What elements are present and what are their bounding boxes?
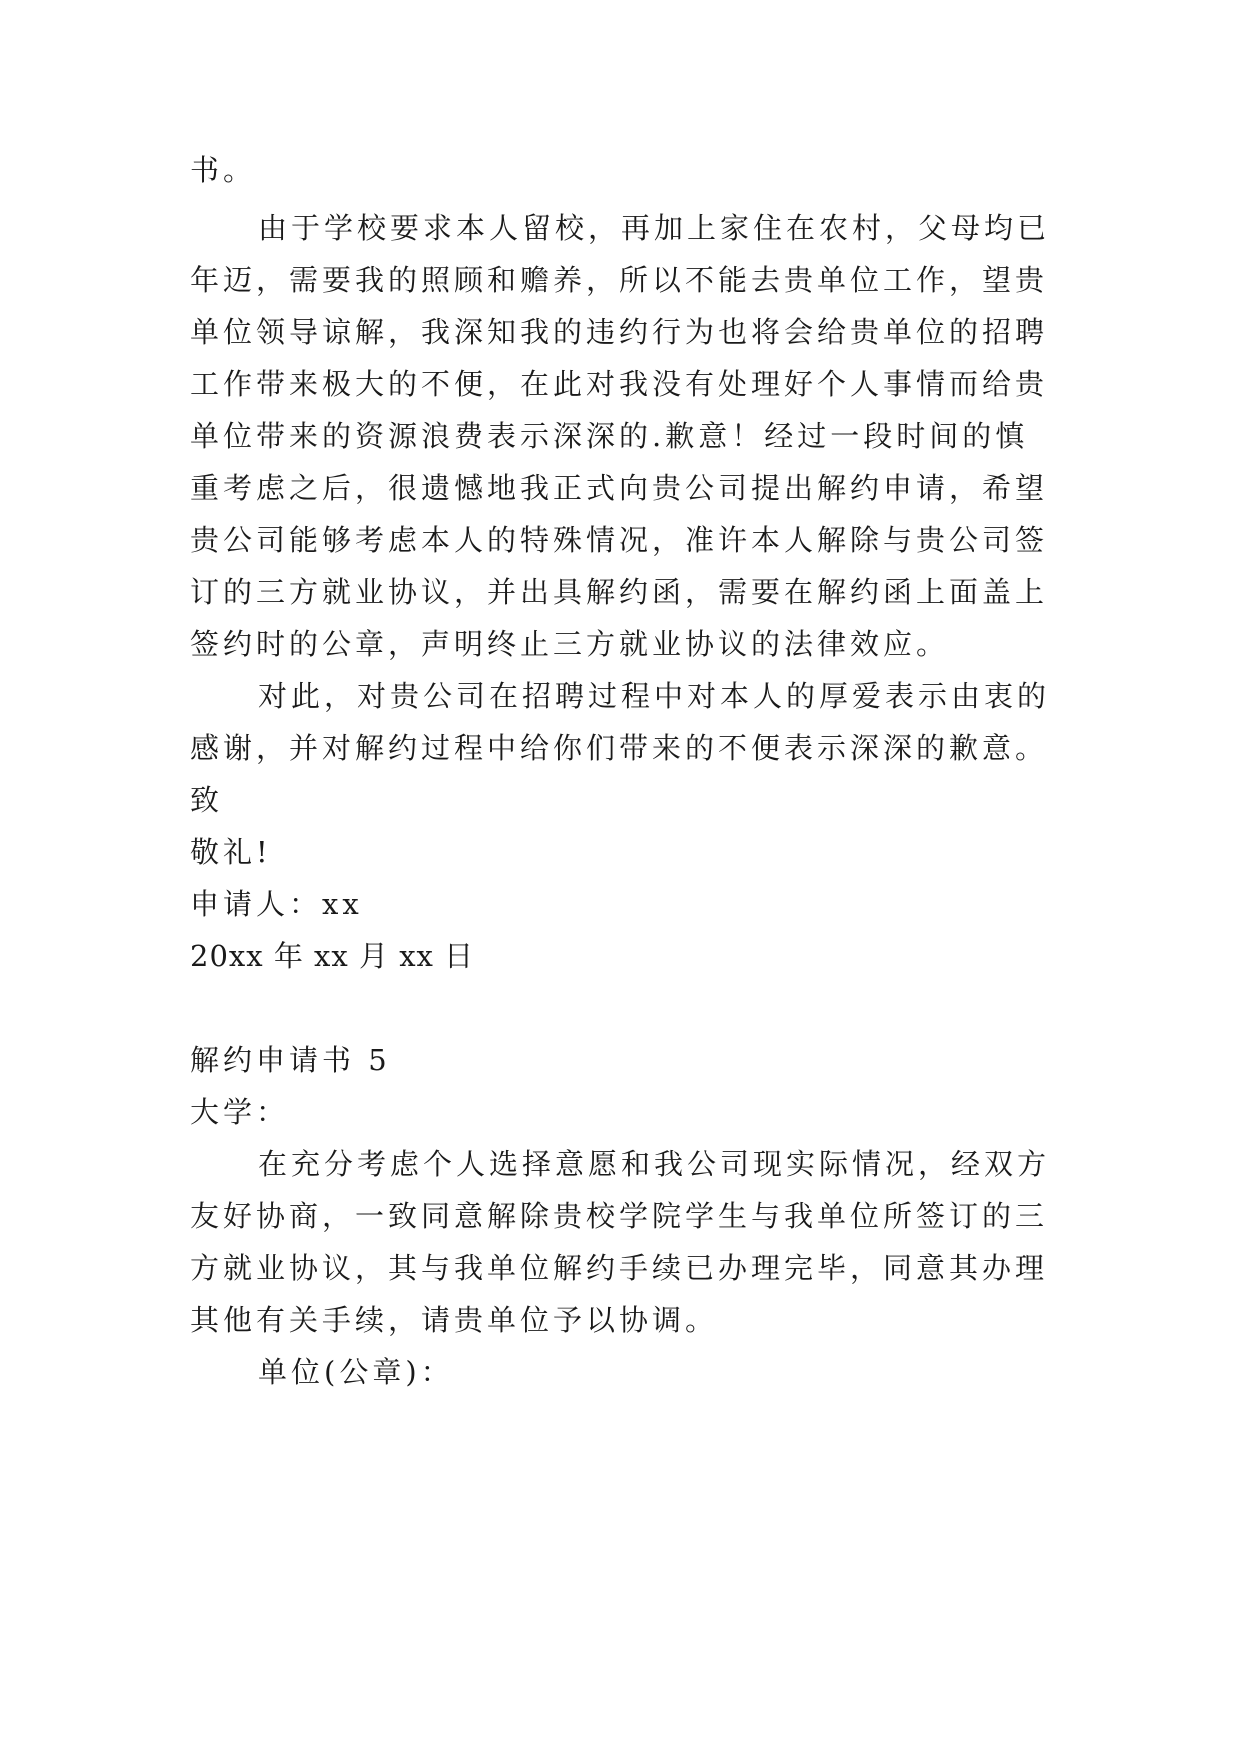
date-line: 20xx 年 xx 月 xx 日 <box>190 939 475 973</box>
paragraph-1-line: 订的三方就业协议，并出具解约函，需要在解约函上面盖上 <box>190 575 1049 609</box>
paragraph-3-line: 在充分考虑个人选择意愿和我公司现实际情况，经双方 <box>258 1147 1051 1181</box>
salutation: 大学： <box>190 1095 290 1129</box>
paragraph-1-line: 由于学校要求本人留校，再加上家住在农村，父母均已 <box>258 211 1051 245</box>
paragraph-1-line: 签约时的公章，声明终止三方就业协议的法律效应。 <box>190 627 950 661</box>
paragraph-1-line: 贵公司能够考虑本人的特殊情况，准许本人解除与贵公司签 <box>190 523 1049 557</box>
section-title: 解约申请书 5 <box>190 1043 391 1077</box>
paragraph-1-line: 单位带来的资源浪费表示深深的.歉意！经过一段时间的慎 <box>190 419 1029 453</box>
paragraph-2-line: 对此，对贵公司在招聘过程中对本人的厚爱表示由衷的 <box>258 679 1051 713</box>
seal-line: 单位(公章)： <box>258 1355 454 1389</box>
paragraph-1-line: 单位领导谅解，我深知我的违约行为也将会给贵单位的招聘 <box>190 315 1049 349</box>
paragraph-1-line: 年迈，需要我的照顾和赡养，所以不能去贵单位工作，望贵 <box>190 263 1049 297</box>
closing-to: 致 <box>190 783 224 817</box>
applicant-line: 申请人：xx <box>190 887 363 921</box>
paragraph-2-line: 感谢，并对解约过程中给你们带来的不便表示深深的歉意。 <box>190 731 1049 765</box>
paragraph-3-line: 友好协商，一致同意解除贵校学院学生与我单位所签订的三 <box>190 1199 1049 1233</box>
top-fragment: 书。 <box>190 153 257 187</box>
paragraph-3-line: 方就业协议，其与我单位解约手续已办理完毕，同意其办理 <box>190 1251 1049 1285</box>
closing-regards: 敬礼! <box>190 835 272 869</box>
paragraph-1-line: 工作带来极大的不便，在此对我没有处理好个人事情而给贵 <box>190 367 1049 401</box>
paragraph-1-line: 重考虑之后，很遗憾地我正式向贵公司提出解约申请，希望 <box>190 471 1049 505</box>
paragraph-3-line: 其他有关手续，请贵单位予以协调。 <box>190 1303 719 1337</box>
